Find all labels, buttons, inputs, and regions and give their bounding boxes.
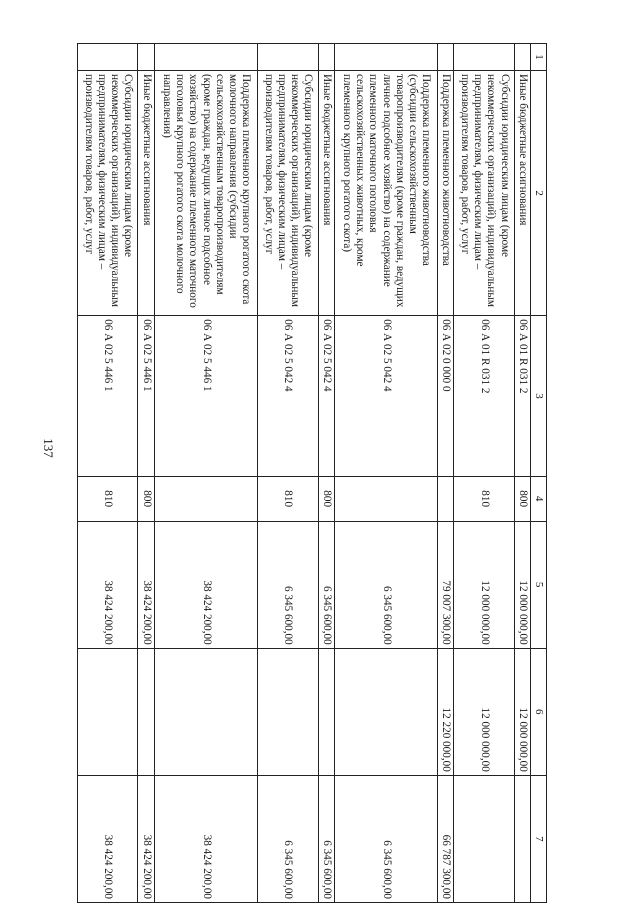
header-col-2: 2 bbox=[531, 70, 547, 315]
header-col-5: 5 bbox=[531, 521, 547, 648]
table-cell-c1 bbox=[514, 44, 530, 71]
table-cell-c1 bbox=[438, 44, 454, 71]
table-cell-c5: 79 007 300,00 bbox=[438, 521, 454, 648]
table-row bbox=[78, 44, 139, 903]
header-col-1: 1 bbox=[531, 44, 547, 71]
table-cell-c3: 06 А 02 5 446 1 bbox=[78, 316, 139, 477]
table-cell-c3: 06 А 01 R 031 2 bbox=[514, 316, 530, 477]
table-row bbox=[454, 44, 514, 903]
table-cell-c7 bbox=[514, 775, 530, 902]
table-header-row bbox=[531, 44, 547, 903]
table-cell-c2: Субсидии юридическим лицам (кроме некоммерческих организаций), индивидуальным предпринимателям, физическим лицам – производителям товаров, работ, услуг bbox=[258, 70, 318, 315]
table-cell-c4: 800 bbox=[514, 476, 530, 521]
table-cell-c3: 06 А 02 0 000 0 bbox=[438, 316, 454, 477]
table-cell-c1 bbox=[258, 44, 318, 71]
header-col-6: 6 bbox=[531, 648, 547, 775]
table-cell-c1 bbox=[78, 44, 139, 71]
table-cell-c6 bbox=[138, 648, 154, 775]
table-cell-c4: 810 bbox=[454, 476, 514, 521]
table-cell-c2: Поддержка племенного крупного рогатого скота молочного направления (субсидии сельскохозяйственным товаропроизводителям (кроме граждан, ведущих личное подсобное хозяйство) на содержание племенного маточного поголовья крупного рогатого скота молочного направления) bbox=[154, 70, 257, 315]
table-cell-c3: 06 А 02 5 446 1 bbox=[138, 316, 154, 477]
table-cell-c7: 6 345 600,00 bbox=[334, 775, 437, 902]
table-cell-c5: 38 424 200,00 bbox=[78, 521, 139, 648]
table-row bbox=[154, 44, 257, 903]
table-cell-c6 bbox=[334, 648, 437, 775]
table-cell-c4 bbox=[154, 476, 257, 521]
table-cell-c5: 12 000 000,00 bbox=[514, 521, 530, 648]
table-cell-c6: 12 000 000,00 bbox=[514, 648, 530, 775]
table-cell-c3: 06 А 02 5 042 4 bbox=[334, 316, 437, 477]
table-cell-c1 bbox=[138, 44, 154, 71]
table-cell-c5: 38 424 200,00 bbox=[154, 521, 257, 648]
table-cell-c5: 6 345 600,00 bbox=[258, 521, 318, 648]
table-cell-c6: 12 220 000,00 bbox=[438, 648, 454, 775]
table-row bbox=[318, 44, 334, 903]
table-cell-c4: 800 bbox=[138, 476, 154, 521]
table-cell-c1 bbox=[318, 44, 334, 71]
table-cell-c7: 38 424 200,00 bbox=[138, 775, 154, 902]
table-cell-c3: 06 А 02 5 042 4 bbox=[258, 316, 318, 477]
table-cell-c6 bbox=[258, 648, 318, 775]
budget-table bbox=[77, 43, 547, 903]
table-cell-c6 bbox=[318, 648, 334, 775]
table-row bbox=[438, 44, 454, 903]
table-cell-c3: 06 А 02 5 042 4 bbox=[318, 316, 334, 477]
table-row bbox=[514, 44, 530, 903]
table-row bbox=[258, 44, 318, 903]
table-cell-c2: Иные бюджетные ассигнования bbox=[138, 70, 154, 315]
table-cell-c6 bbox=[154, 648, 257, 775]
table-cell-c5: 38 424 200,00 bbox=[138, 521, 154, 648]
table-cell-c3: 06 А 02 5 446 1 bbox=[154, 316, 257, 477]
table-cell-c7 bbox=[454, 775, 514, 902]
table-cell-c2: Субсидии юридическим лицам (кроме некоммерческих организаций), индивидуальным предпринимателям, физическим лицам – производителям товаров, работ, услуг bbox=[454, 70, 514, 315]
header-col-4: 4 bbox=[531, 476, 547, 521]
table-cell-c6: 12 000 000,00 bbox=[454, 648, 514, 775]
header-col-7: 7 bbox=[531, 775, 547, 902]
table-cell-c1 bbox=[154, 44, 257, 71]
table-cell-c5: 6 345 600,00 bbox=[318, 521, 334, 648]
table-cell-c2: Субсидии юридическим лицам (кроме некоммерческих организаций), индивидуальным предпринимателям, физическим лицам – производителям товаров, работ, услуг bbox=[78, 70, 139, 315]
table-cell-c4: 800 bbox=[318, 476, 334, 521]
table-cell-c6 bbox=[78, 648, 139, 775]
table-cell-c4 bbox=[438, 476, 454, 521]
page-number: 137 bbox=[40, 438, 56, 458]
table-cell-c1 bbox=[334, 44, 437, 71]
table-cell-c7: 38 424 200,00 bbox=[154, 775, 257, 902]
table-row bbox=[334, 44, 437, 903]
table-cell-c3: 06 А 01 R 031 2 bbox=[454, 316, 514, 477]
table-cell-c2: Поддержка племенного животноводства (субсидии сельскохозяйственным товаропроизводителям (кроме граждан, ведущих личное подсобное хозяйство) на содержание племенного маточного поголовья сельскохозяйственных животных, кроме племенного крупного рогатого скота) bbox=[334, 70, 437, 315]
table-cell-c5: 6 345 600,00 bbox=[334, 521, 437, 648]
table-cell-c4: 810 bbox=[258, 476, 318, 521]
table-cell-c7: 38 424 200,00 bbox=[78, 775, 139, 902]
table-cell-c7: 6 345 600,00 bbox=[258, 775, 318, 902]
table-cell-c4: 810 bbox=[78, 476, 139, 521]
header-col-3: 3 bbox=[531, 316, 547, 477]
table-cell-c7: 66 787 300,00 bbox=[438, 775, 454, 902]
table-cell-c5: 12 000 000,00 bbox=[454, 521, 514, 648]
table-cell-c2: Поддержка племенного животноводства bbox=[438, 70, 454, 315]
table-row bbox=[138, 44, 154, 903]
table-cell-c1 bbox=[454, 44, 514, 71]
table-cell-c4 bbox=[334, 476, 437, 521]
table-cell-c2: Иные бюджетные ассигнования bbox=[514, 70, 530, 315]
table-cell-c2: Иные бюджетные ассигнования bbox=[318, 70, 334, 315]
rotated-table-container bbox=[77, 43, 547, 903]
table-cell-c7: 6 345 600,00 bbox=[318, 775, 334, 902]
